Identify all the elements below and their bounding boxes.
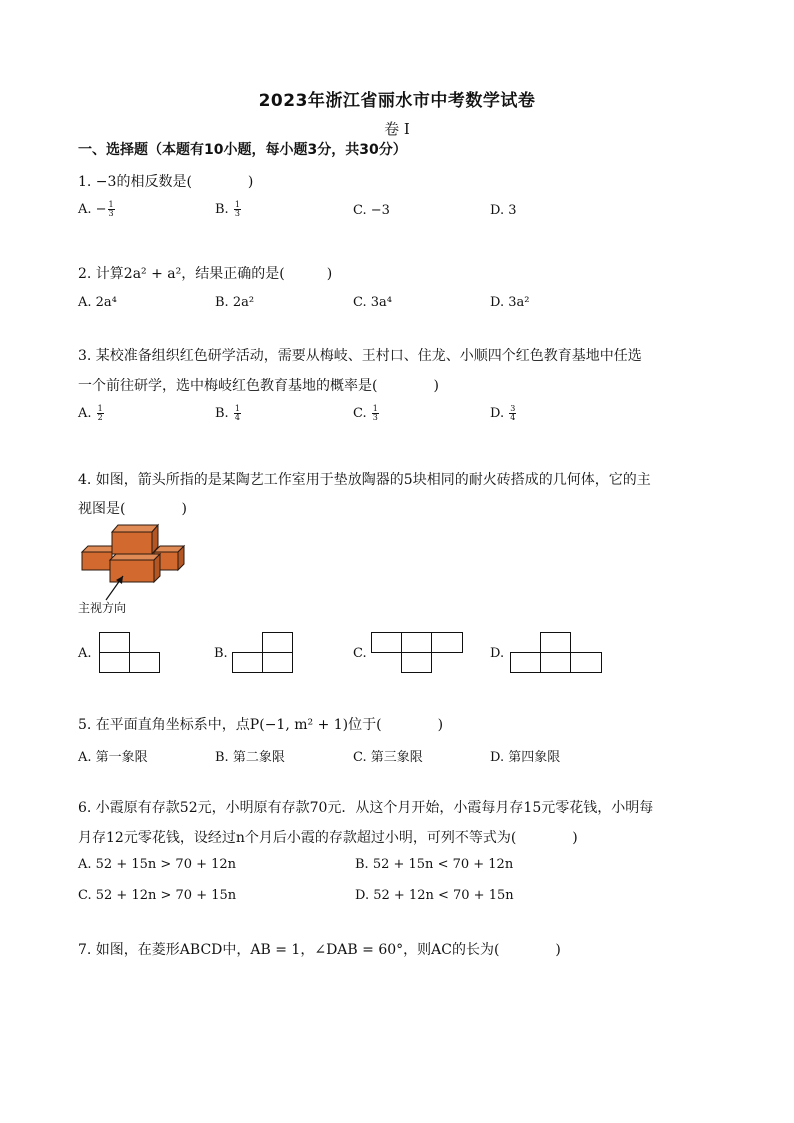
q6-option-a: A. 52 + 15n > 70 + 12n: [78, 857, 237, 872]
q3-option-c-label: C.: [353, 406, 371, 421]
q1-option-a-label: A. −: [78, 202, 107, 217]
q3-option-b-label: B.: [215, 406, 233, 421]
square: [402, 633, 432, 653]
brick-top-top: [112, 525, 158, 532]
denominator: 4: [234, 413, 240, 422]
question-4-stem-line-2: 视图是( ): [78, 501, 187, 517]
square: [263, 653, 293, 673]
q4-option-c-label: C.: [353, 646, 367, 661]
brick-back-left-front: [82, 552, 112, 570]
square: [402, 653, 432, 673]
q3-option-c-fraction: [372, 405, 379, 422]
square: [130, 653, 160, 673]
q4-option-b-label: B.: [214, 646, 228, 661]
q3-option-d-fraction: [509, 405, 516, 422]
q4-option-b-figure: [232, 632, 294, 673]
question-3-stem-line-2: 一个前往研学，选中梅岐红色教育基地的概率是( ): [78, 378, 439, 394]
square: [100, 633, 130, 653]
q1-option-a-fraction: [108, 201, 115, 218]
question-2-stem: 2. 计算2a² + a²，结果正确的是( ): [78, 266, 333, 282]
q1-option-d: D. 3: [490, 203, 517, 218]
q1-option-b-fraction: [234, 201, 241, 218]
question-6-stem-line-2: 月存12元零花钱，设经过n个月后小霞的存款超过小明，可列不等式为( ): [78, 830, 578, 846]
q5-option-a: A. 第一象限: [78, 750, 148, 765]
q4-option-a-label: A.: [78, 646, 92, 661]
numerator: 1: [234, 200, 240, 209]
q6-option-d: D. 52 + 12n < 70 + 15n: [355, 888, 514, 903]
q1-option-b-label: B.: [215, 202, 233, 217]
question-3-stem-line-1: 3. 某校准备组织红色研学活动，需要从梅岐、王村口、住龙、小顺四个红色教育基地中任选: [78, 348, 642, 364]
q3-option-b: [215, 405, 242, 422]
q3-option-c: [353, 405, 380, 422]
q1-option-b: [215, 201, 242, 218]
q1-option-a: [78, 201, 116, 218]
figure-caption: 主视方向: [78, 601, 127, 615]
q2-option-c: C. 3a⁴: [353, 295, 392, 310]
numerator: 1: [372, 404, 378, 413]
square: [511, 653, 541, 673]
brick-top-front: [112, 532, 152, 554]
numerator: 1: [108, 200, 114, 209]
square: [541, 633, 571, 653]
volume-label: 卷 I: [384, 120, 410, 138]
brick-figure: [78, 522, 188, 602]
denominator: 2: [97, 413, 103, 422]
q4-option-c-figure: [371, 632, 464, 673]
square: [233, 653, 263, 673]
q6-option-b: B. 52 + 15n < 70 + 12n: [355, 857, 514, 872]
square: [100, 653, 130, 673]
square: [372, 633, 402, 653]
square: [263, 633, 293, 653]
question-4-stem-line-1: 4. 如图，箭头所指的是某陶艺工作室用于垫放陶器的5块相同的耐火砖搭成的几何体，它的主: [78, 472, 651, 488]
brick-front-top: [110, 554, 160, 560]
denominator: 3: [234, 209, 240, 218]
q4-option-d-figure: [510, 632, 603, 673]
question-1-stem: 1. −3的相反数是( ): [78, 174, 254, 190]
q3-option-a-fraction: [97, 405, 104, 422]
q5-option-c: C. 第三象限: [353, 750, 423, 765]
square: [432, 633, 463, 653]
numerator: 1: [234, 404, 240, 413]
denominator: 3: [108, 209, 114, 218]
q2-option-b: B. 2a²: [215, 295, 255, 310]
q3-option-d-label: D.: [490, 406, 509, 421]
q5-option-b: B. 第二象限: [215, 750, 285, 765]
brick-front-front: [110, 560, 154, 582]
denominator: 3: [372, 413, 378, 422]
question-6-stem-line-1: 6. 小霞原有存款52元，小明原有存款70元．从这个月开始，小霞每月存15元零花钱，小明每: [78, 800, 654, 816]
question-7-stem: 7. 如图，在菱形ABCD中，AB = 1，∠DAB = 60°，则AC的长为( ): [78, 942, 561, 958]
page-title: 2023年浙江省丽水市中考数学试卷: [258, 91, 536, 111]
q4-option-a-figure: [99, 632, 161, 673]
numerator: 3: [510, 404, 516, 413]
q5-option-d: D. 第四象限: [490, 750, 561, 765]
q6-option-c: C. 52 + 12n > 70 + 15n: [78, 888, 237, 903]
section-heading: 一、选择题（本题有10小题，每小题3分，共30分）: [78, 142, 407, 158]
q3-option-a-label: A.: [78, 406, 96, 421]
square: [571, 653, 602, 673]
q3-option-a: [78, 405, 105, 422]
q3-option-d: [490, 405, 517, 422]
q2-option-a: A. 2a⁴: [78, 295, 117, 310]
q3-option-b-fraction: [234, 405, 241, 422]
denominator: 4: [510, 413, 516, 422]
question-5-stem: 5. 在平面直角坐标系中，点P(−1, m² + 1)位于( ): [78, 717, 444, 733]
q2-option-d: D. 3a²: [490, 295, 530, 310]
q1-option-c: C. −3: [353, 203, 390, 218]
square: [541, 653, 571, 673]
numerator: 1: [97, 404, 103, 413]
q4-option-d-label: D.: [490, 646, 505, 661]
